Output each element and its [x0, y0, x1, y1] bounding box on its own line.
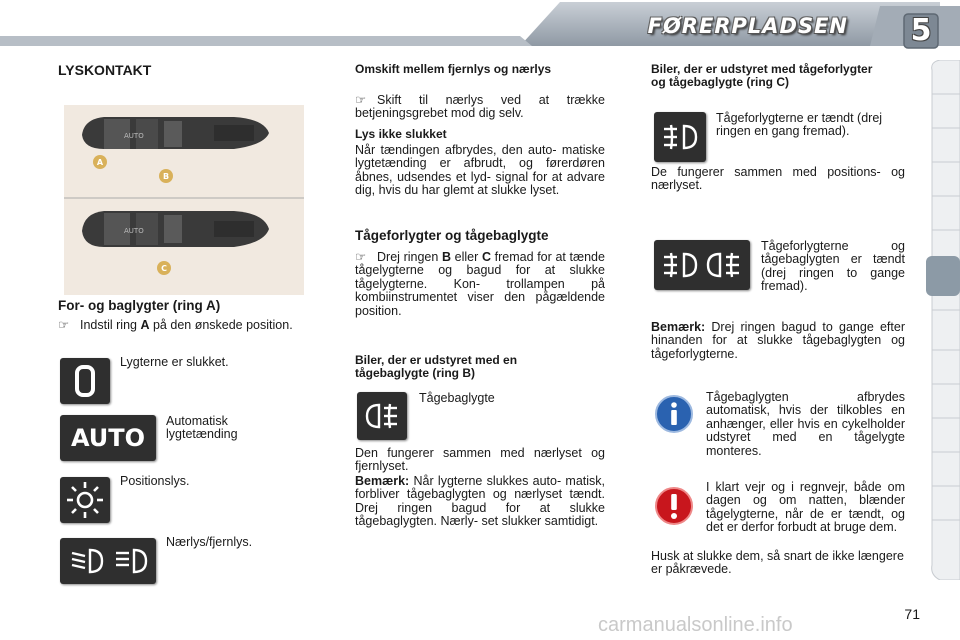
stalk-lower: [82, 211, 269, 247]
note-label: Bemærk:: [355, 474, 410, 488]
warning-text: I klart vejr og i regnvejr, både om dagen og om natten, blænder tågelygterne, når de er tændt, og det er derfor forbudt at bruge dem.: [706, 480, 905, 535]
ring-letter: A: [140, 318, 150, 332]
dipped-main-beam-icon: [60, 538, 156, 584]
svg-text:AUTO: AUTO: [124, 227, 144, 235]
heading-front-fog: Biler, der er udstyret med tågeforlygter og tågebaglygte (ring C): [651, 62, 873, 89]
heading-rear-fog: Biler, der er udstyret med en tågebaglygte (ring B): [355, 353, 518, 380]
page-title: FØRERPLADSEN: [647, 14, 848, 38]
front-rear-fog-icon: [654, 240, 750, 290]
heading-fog-lights: Tågeforlygter og tågebaglygte: [355, 228, 549, 243]
instruction-text: eller: [454, 250, 479, 264]
chapter-number: 5: [910, 13, 932, 48]
warning-text-part2: Husk at slukke dem, så snart de ikke længere er påkrævede.: [651, 549, 904, 577]
warning-icon: [654, 486, 694, 526]
svg-text:AUTO: AUTO: [124, 132, 144, 140]
heading-beam-switch: Omskift mellem fjernlys og nærlys: [355, 62, 552, 76]
label-b: B: [162, 172, 170, 181]
label-c: C: [161, 264, 167, 273]
instruction-text: Drej ringen: [377, 250, 439, 264]
stalk-upper: [82, 117, 269, 149]
fog-lights-instruction: [355, 251, 605, 318]
instruction-text: Indstil ring: [80, 318, 137, 332]
position-lights-label: Positionslys.: [120, 474, 190, 488]
info-icon: [654, 394, 694, 434]
front-rear-fog-label: Tågeforlygterne og tågebaglygten er tændt (drej ringen to gange fremad).: [761, 239, 905, 294]
auto-lights-icon: [60, 415, 156, 461]
section-title: LYSKONTAKT: [58, 62, 152, 78]
label-a: A: [96, 158, 104, 167]
rear-fog-note: [355, 475, 605, 529]
pointing-hand-icon: ☞: [355, 250, 367, 264]
rear-fog-label: Tågebaglygte: [419, 391, 495, 405]
rear-fog-light-icon: [357, 392, 407, 440]
instruction-text: fremad for at tænde tågelygterne og bagud for at slukke tågelygterne. Kon- trollampen på kombiinstrumentet viser den pågældende position.: [355, 250, 605, 318]
warning-text-part1: [706, 481, 905, 535]
beam-switch-instruction: [355, 94, 605, 121]
ring-letter: B: [441, 250, 452, 264]
position-lights-icon: [60, 477, 110, 523]
note-text: Drej ringen bagud to gange efter hinanden for at slukke tågebaglygten og tågeforlygterne.: [651, 320, 905, 361]
note-text: Når lygterne slukkes auto- matisk, forbliver tågebaglygten og nærlyset tændt. Drej ringen bagud for at slukke tågebaglygten. Nærly- set slukker samtidigt.: [355, 474, 605, 529]
pointing-hand-icon: ☞: [58, 318, 70, 332]
instruction-text: på den ønskede position.: [152, 318, 293, 332]
ring-a-instruction: [58, 319, 310, 332]
watermark: carmanualsonline.info: [598, 614, 793, 636]
auto-lights-label: Automatisk lygtetænding: [166, 414, 238, 442]
light-switch-photo: [64, 105, 304, 295]
fog-note: [651, 321, 905, 361]
chapter-tabs: [926, 60, 960, 580]
lights-on-paragraph: Når tændingen afbrydes, den auto- matiske lygtetænding er afbrudt, og førerdøren åbnes, udsendes et lyd- signal for at advare dig, hvis du har glemt at slukke lyset.: [355, 143, 605, 198]
lights-off-label: Lygterne er slukket.: [120, 355, 229, 369]
rear-fog-paragraph: Den fungerer sammen med nærlyset og fjernlyset.: [355, 446, 605, 474]
subsection-heading: For- og baglygter (ring A): [58, 298, 221, 313]
heading-lights-on: Lys ikke slukket: [355, 127, 447, 141]
lights-off-icon: [60, 358, 110, 404]
front-fog-light-icon: [654, 112, 706, 162]
chapter-badge: [902, 12, 940, 50]
auto-icon-text: AUTO: [70, 424, 146, 452]
page-number: 71: [904, 606, 920, 622]
note-label: Bemærk:: [651, 320, 706, 334]
ring-letter: C: [481, 250, 491, 264]
info-text: Tågebaglygten afbrydes automatisk, hvis der tilkobles en anhænger, eller hvis en cykelholder udstyret med en tågelygte monteres.: [706, 390, 905, 458]
front-fog-paragraph: De fungerer sammen med positions- og nærlyset.: [651, 165, 905, 193]
instruction-text: Skift til nærlys ved at trække betjeningsgrebet mod dig selv.: [355, 93, 605, 121]
front-fog-label: Tågeforlygterne er tændt (drej ringen en gang fremad).: [716, 111, 883, 139]
pointing-hand-icon: ☞: [355, 93, 367, 107]
dipped-main-beam-label: Nærlys/fjernlys.: [166, 535, 253, 549]
